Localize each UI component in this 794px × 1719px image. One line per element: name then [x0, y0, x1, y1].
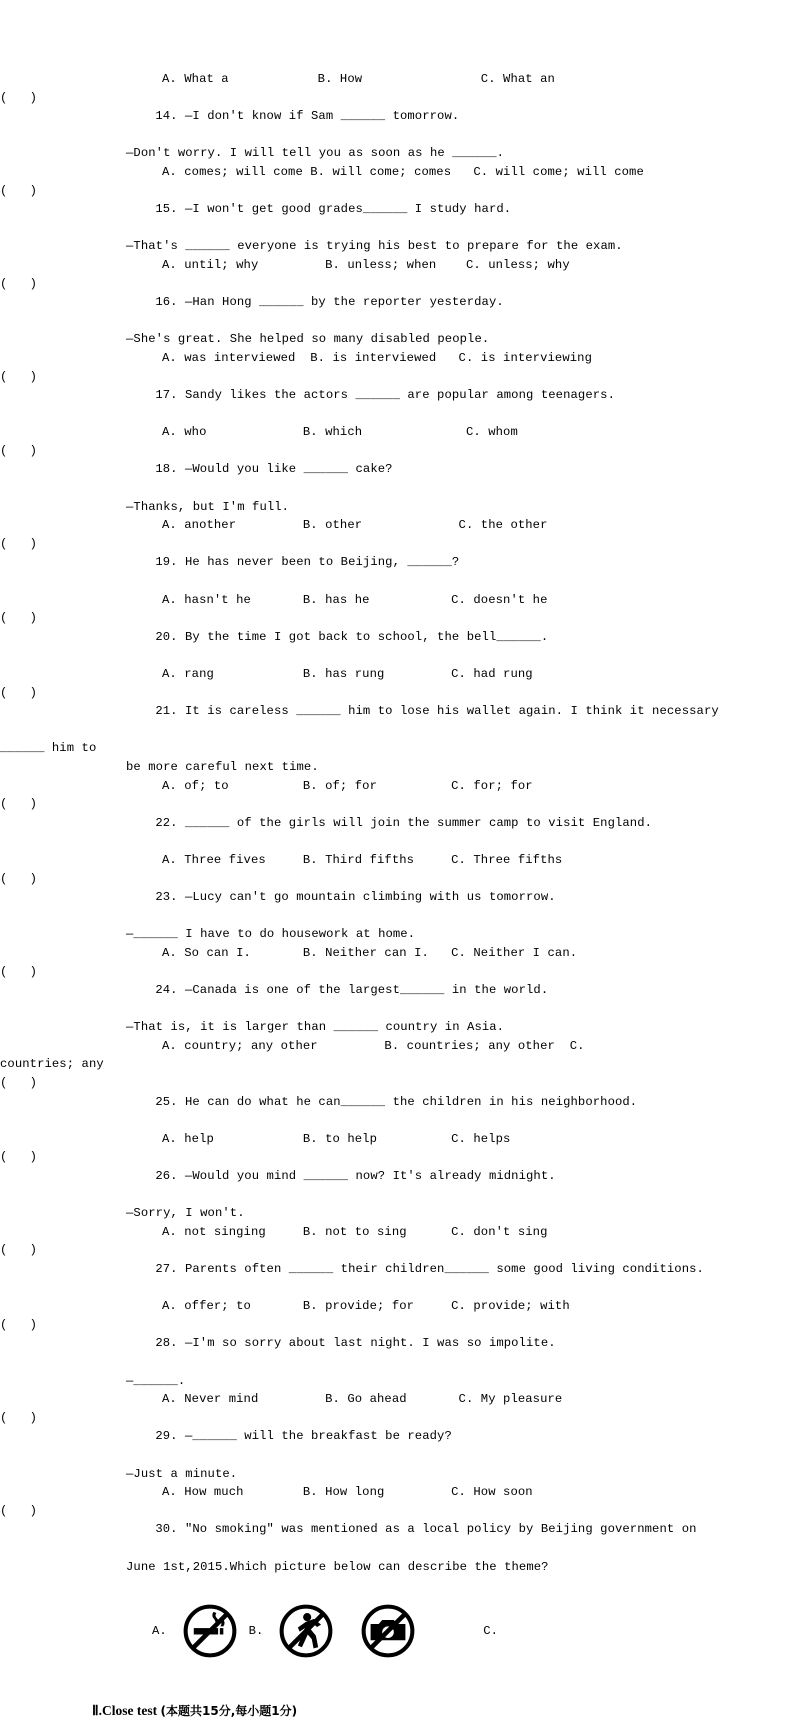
- question-options-continuation: countries; any: [0, 1057, 104, 1072]
- question-stem-line-2: —That is, it is larger than ______ country in Asia.: [126, 1020, 505, 1035]
- question-stem: —I'm so sorry about last night. I was so impolite.: [184, 1336, 556, 1351]
- question-item: [0, 368, 734, 442]
- question-options: A. help B. to help C. helps: [162, 1131, 511, 1146]
- top-partial-options: A. What a B. How C. What an: [162, 72, 555, 86]
- question-stem: By the time I got back to school, the bell______.: [184, 629, 549, 644]
- question-item: [0, 870, 734, 963]
- question-options: A. comes; will come B. will come; comes C. will come; will come: [162, 164, 644, 179]
- question-item: [0, 1241, 734, 1315]
- question-options: A. hasn't he B. has he C. doesn't he: [162, 592, 548, 607]
- no-smoking-icon[interactable]: [181, 1602, 239, 1660]
- question-number: 24.: [155, 983, 178, 998]
- answer-blank[interactable]: ( ): [0, 685, 38, 700]
- question-stem-line: [0, 1241, 734, 1297]
- question-stem-continuation: ______ him to: [0, 741, 97, 756]
- question-number: 28.: [155, 1336, 178, 1351]
- question-stem-line: [0, 1409, 734, 1465]
- question-number: 22.: [155, 815, 178, 830]
- choice-label-c: C.: [483, 1624, 498, 1639]
- question-stem-line-2: —That's ______ everyone is trying his best to prepare for the exam.: [126, 239, 623, 254]
- choice-label-b: B.: [248, 1624, 264, 1639]
- question-stem: —______ will the breakfast be ready?: [184, 1429, 452, 1444]
- section-heading: [92, 1702, 734, 1719]
- question-stem-line: [0, 89, 734, 145]
- question-number: 21.: [155, 704, 178, 719]
- question-options: A. not singing B. not to sing C. don't sing: [162, 1224, 548, 1239]
- question-number: 14.: [155, 109, 178, 124]
- question-options: A. Never mind B. Go ahead C. My pleasure: [162, 1392, 563, 1407]
- no-pedestrian-icon[interactable]: [277, 1602, 335, 1660]
- question-options: A. of; to B. of; for C. for; for: [162, 778, 533, 793]
- question-number: 30.: [155, 1522, 178, 1537]
- question-options: A. country; any other B. countries; any other C.: [162, 1038, 585, 1053]
- question-stem-line-2: —She's great. She helped so many disabled people.: [126, 332, 490, 347]
- question-number: 16.: [155, 295, 178, 310]
- question-number: 18.: [155, 462, 178, 477]
- question-stem-line: [0, 535, 734, 591]
- question-stem-line-2: —Sorry, I won't.: [126, 1206, 245, 1221]
- question-stem-line: [0, 1148, 734, 1204]
- answer-blank[interactable]: ( ): [0, 369, 38, 384]
- answer-blank[interactable]: ( ): [0, 1317, 38, 1332]
- question-item: [0, 182, 734, 275]
- answer-blank[interactable]: ( ): [0, 1243, 38, 1258]
- question-stem-line: [0, 795, 734, 851]
- answer-blank[interactable]: ( ): [0, 797, 38, 812]
- question-stem-line: [0, 442, 734, 498]
- question-item: [0, 1316, 734, 1409]
- question-number: 29.: [155, 1429, 178, 1444]
- question-options: A. How much B. How long C. How soon: [162, 1485, 533, 1500]
- question-stem: —I won't get good grades______ I study hard.: [184, 202, 512, 217]
- question-stem: —I don't know if Sam ______ tomorrow.: [184, 109, 460, 124]
- question-options: A. So can I. B. Neither can I. C. Neither I can.: [162, 945, 578, 960]
- question-stem: Parents often ______ their children______ some good living conditions.: [184, 1262, 704, 1276]
- question-options: A. until; why B. unless; when C. unless; why: [162, 257, 570, 272]
- question-stem-line-2: be more careful next time.: [126, 759, 319, 774]
- question-stem: —Canada is one of the largest______ in the world.: [184, 983, 549, 998]
- question-number: 20.: [155, 629, 178, 644]
- question-number: 25.: [155, 1094, 178, 1109]
- answer-blank[interactable]: ( ): [0, 90, 38, 105]
- question-item: [0, 89, 734, 182]
- question-options: A. who B. which C. whom: [162, 425, 518, 440]
- question-stem: ″No smoking″ was mentioned as a local policy by Beijing government on: [184, 1522, 697, 1537]
- question-number: 27.: [155, 1262, 178, 1276]
- question-stem-line: [0, 368, 734, 424]
- question-stem-line-2: —______.: [126, 1373, 186, 1388]
- question-stem: It is careless ______ him to lose his wallet again. I think it necessary: [184, 704, 719, 719]
- answer-blank[interactable]: ( ): [0, 1150, 38, 1165]
- question-number: 19.: [155, 555, 178, 570]
- picture-choices: [152, 1602, 734, 1660]
- question-stem-line-2: June 1st,2015.Which picture below can describe the theme?: [126, 1559, 549, 1574]
- question-stem-line: [0, 609, 734, 665]
- question-stem: —Would you mind ______ now? It's already midnight.: [184, 1169, 556, 1184]
- answer-blank[interactable]: ( ): [0, 1076, 38, 1091]
- question-options: A. another B. other C. the other: [162, 518, 548, 533]
- question-item: [0, 795, 734, 869]
- question-stem-line-2: —______ I have to do housework at home.: [126, 927, 416, 942]
- question-stem: —Han Hong ______ by the reporter yesterday.: [184, 295, 504, 310]
- answer-blank[interactable]: ( ): [0, 1503, 38, 1518]
- question-stem-line: [0, 1074, 734, 1130]
- question-stem-line-2: —Don't worry. I will tell you as soon as he ______.: [126, 146, 505, 161]
- no-photography-icon[interactable]: [359, 1602, 417, 1660]
- question-number: 17.: [155, 388, 178, 403]
- question-number: 26.: [155, 1169, 178, 1184]
- question-stem-line: [0, 963, 734, 1019]
- question-item: [0, 1148, 734, 1241]
- question-stem-line: [0, 684, 734, 740]
- question-stem-line: [0, 870, 734, 926]
- question-item: [0, 442, 734, 535]
- question-item: [0, 684, 734, 796]
- question-item: [0, 535, 734, 609]
- question-item: [0, 275, 734, 368]
- question-number: 23.: [155, 890, 178, 905]
- question-stem-line: [0, 1502, 734, 1558]
- answer-blank[interactable]: ( ): [0, 276, 38, 291]
- question-stem: He can do what he can______ the children in his neighborhood.: [184, 1094, 638, 1109]
- question-number: 15.: [155, 202, 178, 217]
- section-note: (本题共15分,每小题1分): [160, 1704, 298, 1719]
- question-stem-line: [0, 182, 734, 238]
- question-list: [0, 70, 734, 1576]
- choice-label-a: A.: [152, 1624, 167, 1639]
- answer-blank[interactable]: ( ): [0, 1410, 38, 1425]
- answer-blank[interactable]: ( ): [0, 536, 38, 551]
- question-stem: —Would you like ______ cake?: [184, 462, 393, 477]
- question-stem-line-2: —Just a minute.: [126, 1466, 238, 1481]
- question-item: [0, 1074, 734, 1148]
- question-item: [0, 609, 734, 683]
- section-roman: Ⅱ: [92, 1703, 99, 1719]
- answer-blank[interactable]: ( ): [0, 611, 38, 626]
- question-stem: —Lucy can't go mountain climbing with us tomorrow.: [184, 890, 556, 905]
- question-stem: ______ of the girls will join the summer camp to visit England.: [184, 815, 653, 830]
- question-options: A. Three fives B. Third fifths C. Three fifths: [162, 852, 563, 867]
- question-stem: Sandy likes the actors ______ are popular among teenagers.: [184, 388, 615, 403]
- section-title-text: .Close test: [98, 1703, 161, 1719]
- question-options: A. offer; to B. provide; for C. provide; with: [162, 1299, 570, 1314]
- question-stem: He has never been to Beijing, ______?: [184, 555, 460, 570]
- question-options: A. rang B. has rung C. had rung: [162, 667, 533, 681]
- question-stem-line: [0, 275, 734, 331]
- answer-blank[interactable]: ( ): [0, 443, 38, 458]
- answer-blank[interactable]: ( ): [0, 964, 38, 979]
- question-item: [0, 1502, 734, 1576]
- answer-blank[interactable]: ( ): [0, 871, 38, 886]
- question-stem-line-2: —Thanks, but I'm full.: [126, 499, 290, 514]
- question-item: [0, 963, 734, 1075]
- answer-blank[interactable]: ( ): [0, 183, 38, 198]
- question-options: A. was interviewed B. is interviewed C. is interviewing: [162, 350, 592, 365]
- question-stem-line: [0, 1316, 734, 1372]
- question-item: [0, 1409, 734, 1502]
